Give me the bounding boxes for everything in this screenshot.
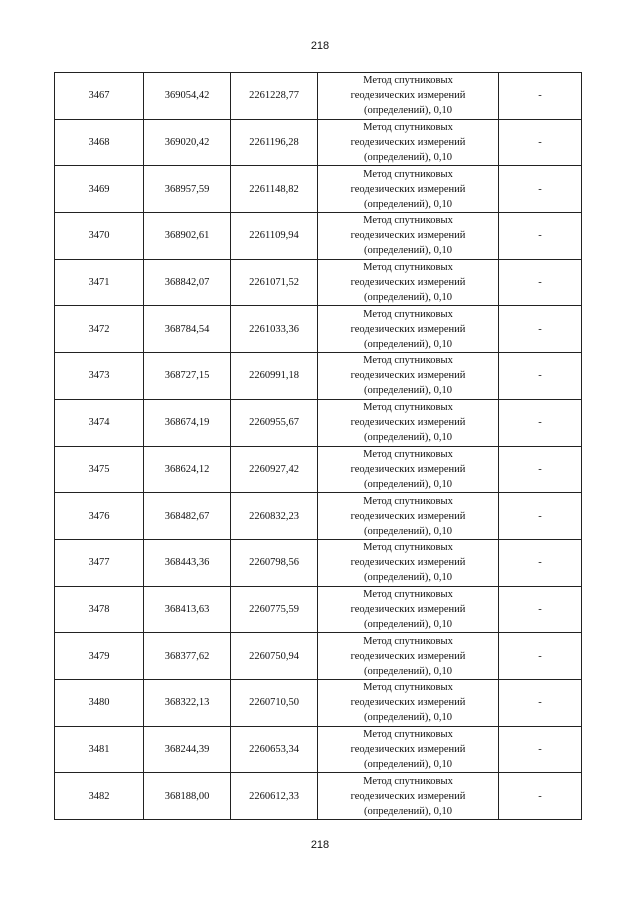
method-text-line: (определений), 0,10 [363,105,453,117]
method-cell [318,166,499,213]
coordinate-x-cell: 368902,61 [144,213,231,260]
method-text-line: Метод спутниковых [363,775,453,787]
coordinate-y-cell: 2260991,18 [231,353,318,400]
note-cell: - [499,119,582,166]
coordinate-y-cell: 2261148,82 [231,166,318,213]
method-text-line: Метод спутниковых [363,402,453,414]
method-text-line: геодезических измерений [350,697,466,709]
method-text-line: геодезических измерений [350,90,466,102]
note-cell: - [499,306,582,353]
method-cell [318,119,499,166]
coordinate-y-cell: 2261228,77 [231,73,318,120]
point-number-cell: 3467 [55,73,144,120]
table-row [55,493,582,540]
method-text-line: (определений), 0,10 [363,805,453,817]
coordinate-x-cell: 368188,00 [144,773,231,820]
method-text-line: (определений), 0,10 [363,525,453,537]
method-text-line: геодезических измерений [350,650,466,662]
point-number-cell: 3476 [55,493,144,540]
table-row [55,586,582,633]
point-number-cell: 3469 [55,166,144,213]
method-text-line: (определений), 0,10 [363,198,453,210]
coordinate-y-cell: 2260798,56 [231,539,318,586]
coordinate-x-cell: 369054,42 [144,73,231,120]
coordinate-y-cell: 2261109,94 [231,213,318,260]
table-row [55,119,582,166]
table-row [55,73,582,120]
method-cell [318,633,499,680]
coordinate-x-cell: 368957,59 [144,166,231,213]
coordinate-y-cell: 2260750,94 [231,633,318,680]
table-row [55,539,582,586]
coordinate-x-cell: 368674,19 [144,399,231,446]
coordinate-x-cell: 368443,36 [144,539,231,586]
coordinate-x-cell: 368624,12 [144,446,231,493]
method-text-line: Метод спутниковых [363,495,453,507]
note-cell: - [499,773,582,820]
point-number-cell: 3479 [55,633,144,680]
method-text-line: Метод спутниковых [363,542,453,554]
method-cell [318,73,499,120]
point-number-cell: 3468 [55,119,144,166]
method-text-line: Метод спутниковых [363,682,453,694]
note-cell: - [499,259,582,306]
point-number-cell: 3475 [55,446,144,493]
coordinate-y-cell: 2261196,28 [231,119,318,166]
method-text-line: (определений), 0,10 [363,338,453,350]
note-cell: - [499,399,582,446]
coordinate-y-cell: 2260832,23 [231,493,318,540]
method-text-line: (определений), 0,10 [363,432,453,444]
page-number-bottom: 218 [310,839,330,851]
method-text-line: геодезических измерений [350,137,466,149]
method-text-line: (определений), 0,10 [363,385,453,397]
point-number-cell: 3472 [55,306,144,353]
table-row [55,446,582,493]
method-text-line: Метод спутниковых [363,122,453,134]
coordinate-x-cell: 368482,67 [144,493,231,540]
point-number-cell: 3473 [55,353,144,400]
coordinate-x-cell: 368377,62 [144,633,231,680]
method-text-line: (определений), 0,10 [363,152,453,164]
method-text-line: геодезических измерений [350,417,466,429]
note-cell: - [499,539,582,586]
method-text-line: (определений), 0,10 [363,758,453,770]
note-cell: - [499,493,582,540]
point-number-cell: 3481 [55,726,144,773]
method-text-line: геодезических измерений [350,370,466,382]
point-number-cell: 3478 [55,586,144,633]
method-text-line: геодезических измерений [350,603,466,615]
point-number-cell: 3471 [55,259,144,306]
method-text-line: геодезических измерений [350,323,466,335]
method-cell [318,493,499,540]
method-text-line: геодезических измерений [350,790,466,802]
method-text-line: геодезических измерений [350,277,466,289]
coordinate-x-cell: 368244,39 [144,726,231,773]
method-text-line: геодезических измерений [350,230,466,242]
table-row [55,306,582,353]
method-text-line: (определений), 0,10 [363,292,453,304]
note-cell: - [499,633,582,680]
method-text-line: (определений), 0,10 [363,712,453,724]
method-text-line: Метод спутниковых [363,215,453,227]
note-cell: - [499,586,582,633]
method-text-line: Метод спутниковых [363,75,453,87]
coordinate-x-cell: 368784,54 [144,306,231,353]
note-cell: - [499,353,582,400]
method-text-line: (определений), 0,10 [363,572,453,584]
method-text-line: (определений), 0,10 [363,665,453,677]
table-row [55,353,582,400]
method-cell [318,259,499,306]
method-text-line: Метод спутниковых [363,355,453,367]
point-number-cell: 3474 [55,399,144,446]
coordinate-y-cell: 2261033,36 [231,306,318,353]
table-row [55,679,582,726]
note-cell: - [499,679,582,726]
table-row [55,633,582,680]
method-cell [318,586,499,633]
note-cell: - [499,726,582,773]
note-cell: - [499,166,582,213]
method-cell [318,773,499,820]
method-cell [318,679,499,726]
method-cell [318,539,499,586]
method-cell [318,446,499,493]
method-text-line: геодезических измерений [350,743,466,755]
method-text-line: Метод спутниковых [363,635,453,647]
table-row [55,726,582,773]
point-number-cell: 3477 [55,539,144,586]
coordinate-y-cell: 2260927,42 [231,446,318,493]
method-text-line: геодезических измерений [350,183,466,195]
method-text-line: Метод спутниковых [363,262,453,274]
method-text-line: геодезических измерений [350,463,466,475]
coordinate-x-cell: 368842,07 [144,259,231,306]
method-text-line: Метод спутниковых [363,588,453,600]
table-row [55,773,582,820]
coordinate-y-cell: 2260653,34 [231,726,318,773]
table-row [55,213,582,260]
method-cell [318,726,499,773]
method-text-line: (определений), 0,10 [363,245,453,257]
method-text-line: (определений), 0,10 [363,478,453,490]
coordinate-y-cell: 2260955,67 [231,399,318,446]
table-row [55,399,582,446]
method-text-line: геодезических измерений [350,557,466,569]
coordinate-x-cell: 368413,63 [144,586,231,633]
method-text-line: геодезических измерений [350,510,466,522]
coordinate-y-cell: 2260710,50 [231,679,318,726]
method-cell [318,213,499,260]
coordinate-y-cell: 2261071,52 [231,259,318,306]
coordinate-x-cell: 368727,15 [144,353,231,400]
table-row [55,166,582,213]
coordinate-x-cell: 368322,13 [144,679,231,726]
note-cell: - [499,213,582,260]
method-text-line: Метод спутниковых [363,168,453,180]
note-cell: - [499,446,582,493]
coordinate-y-cell: 2260775,59 [231,586,318,633]
coordinate-x-cell: 369020,42 [144,119,231,166]
method-cell [318,306,499,353]
table-row [55,259,582,306]
point-number-cell: 3480 [55,679,144,726]
point-number-cell: 3470 [55,213,144,260]
point-number-cell: 3482 [55,773,144,820]
method-text-line: Метод спутниковых [363,448,453,460]
coordinates-table [54,72,582,820]
coordinates-table-body [55,73,582,820]
method-text-line: Метод спутниковых [363,728,453,740]
method-cell [318,399,499,446]
coordinate-y-cell: 2260612,33 [231,773,318,820]
note-cell: - [499,73,582,120]
method-cell [318,353,499,400]
method-text-line: Метод спутниковых [363,308,453,320]
page-number-top: 218 [310,40,330,52]
method-text-line: (определений), 0,10 [363,618,453,630]
